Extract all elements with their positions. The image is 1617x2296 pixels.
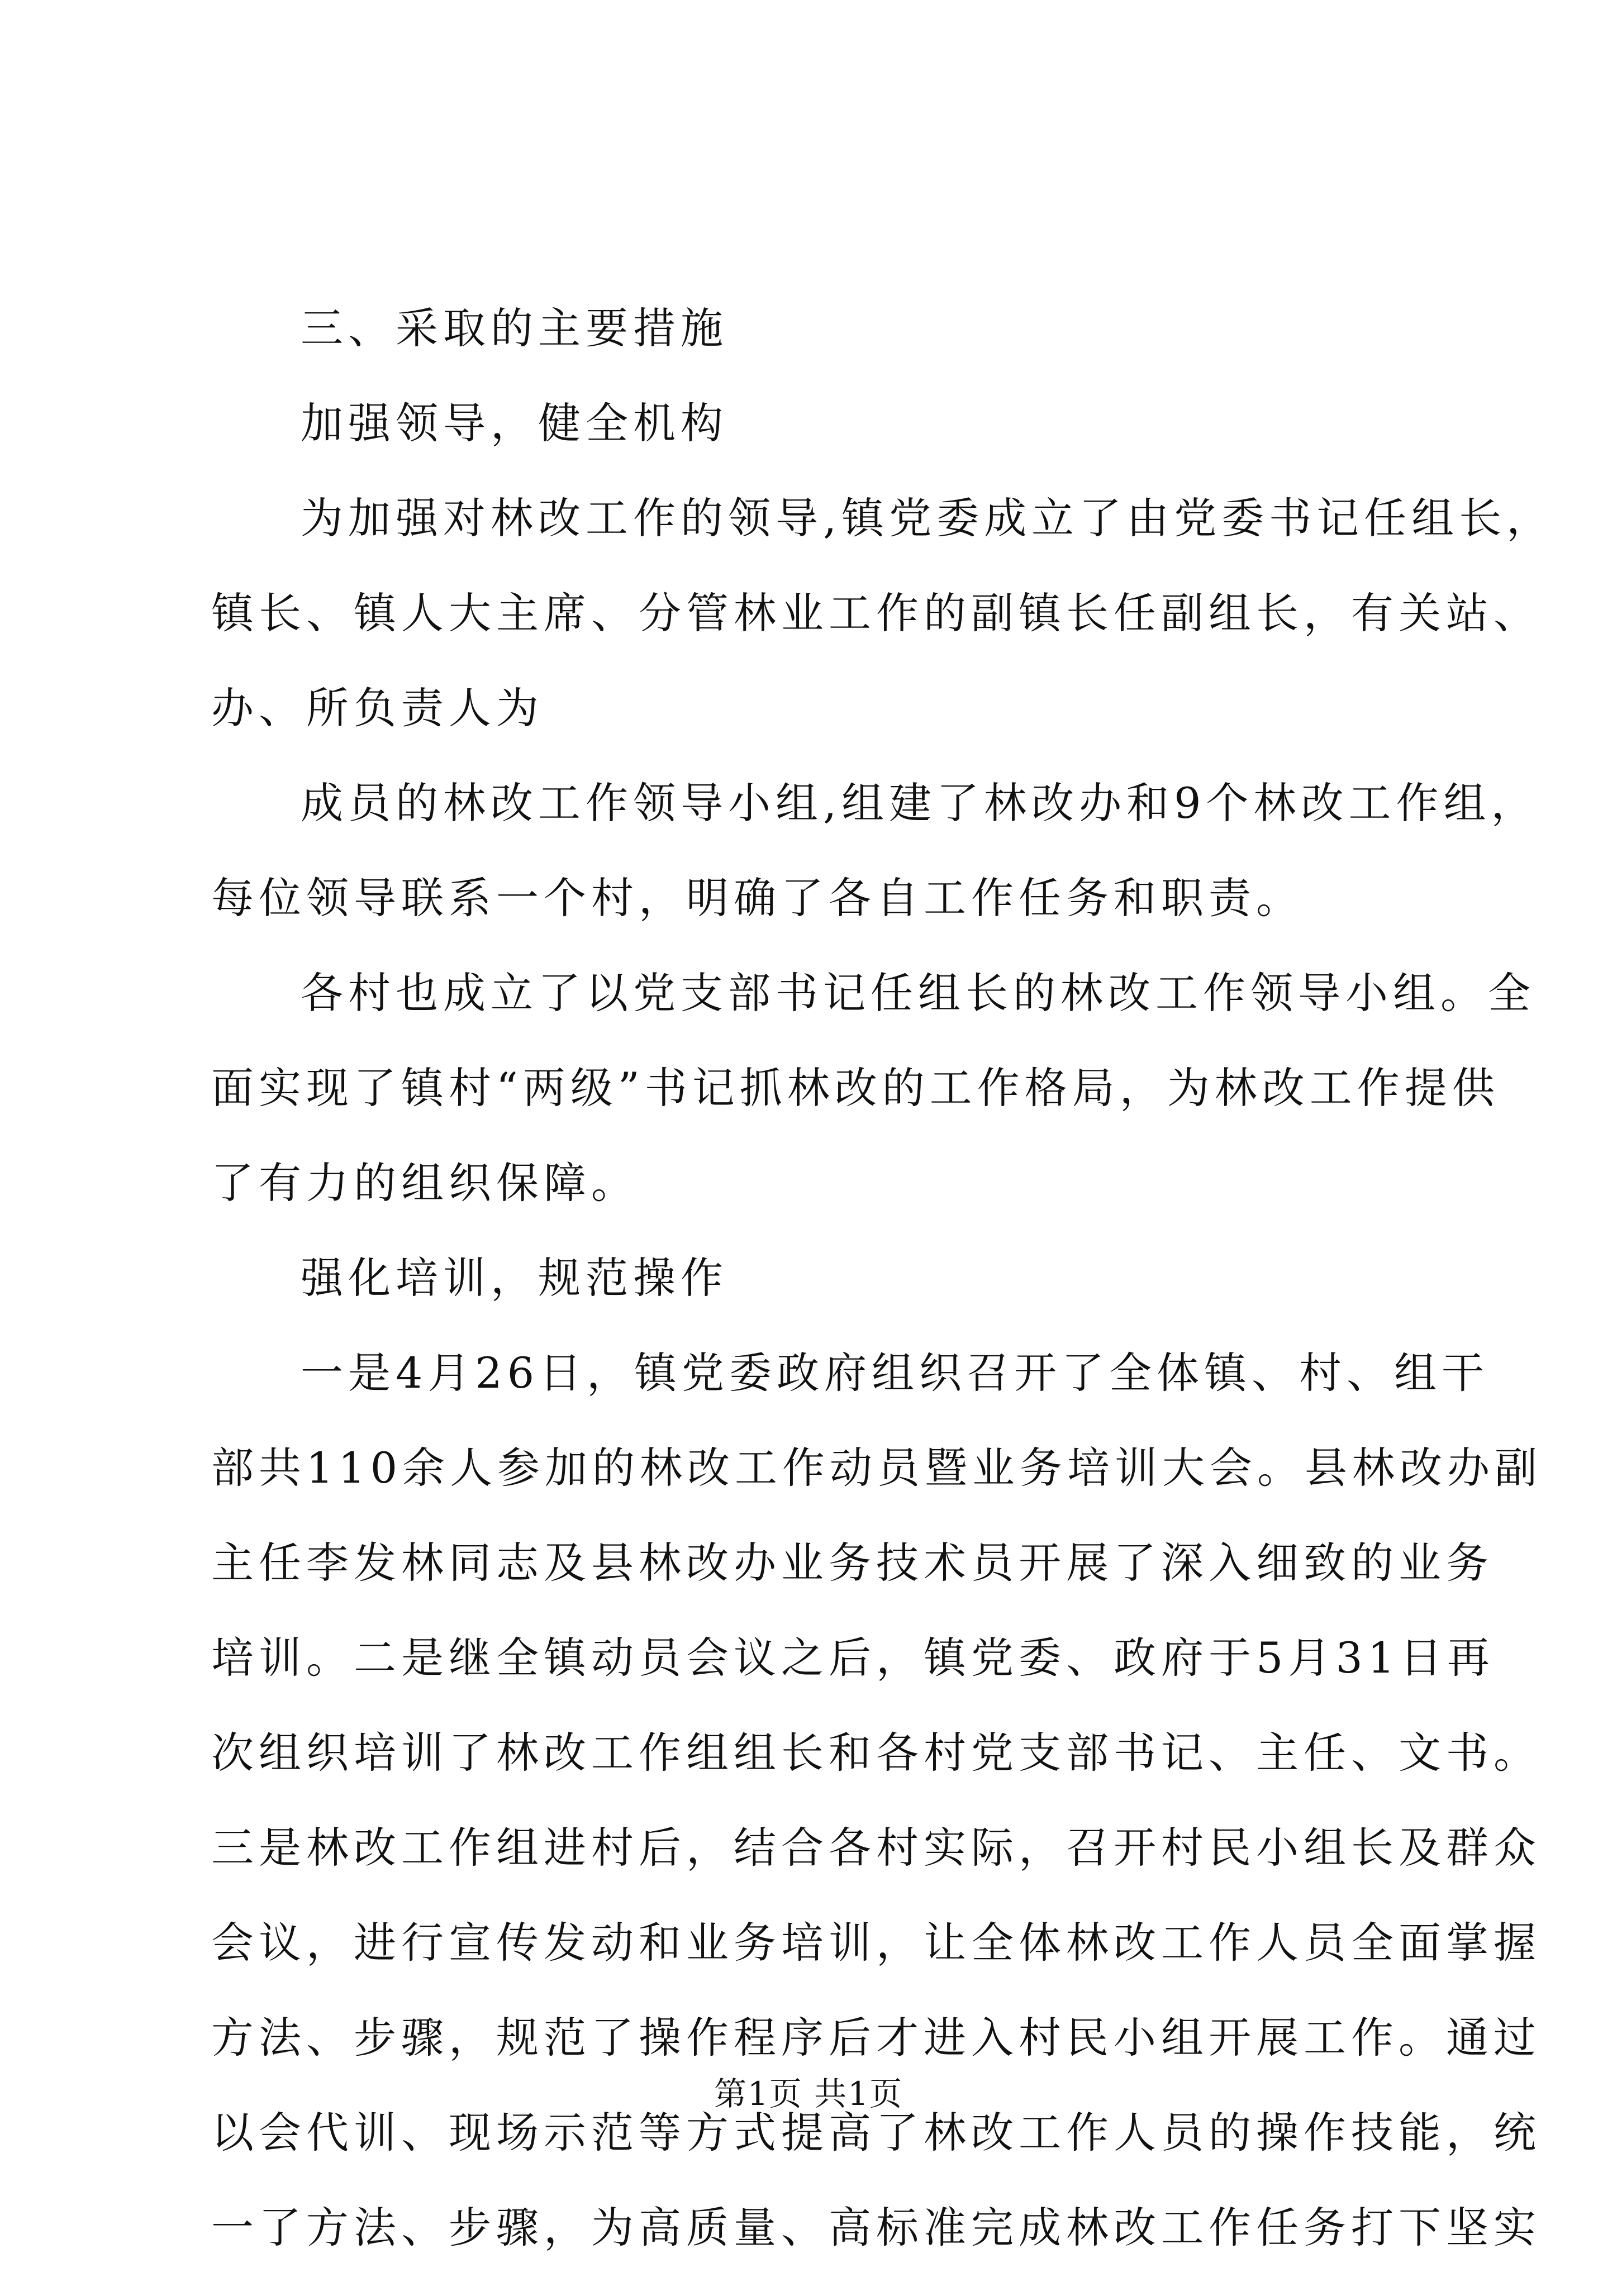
page-number-footer: 第1页 共1页 — [714, 2075, 903, 2113]
paragraph-line: 次组织培训了林改工作组组长和各村党支部书记、主任、文书。 — [211, 1728, 1541, 1778]
subheading-leadership: 加强领导，健全机构 — [301, 398, 728, 448]
paragraph-line: 培训。二是继全镇动员会议之后，镇党委、政府于5月31日再 — [211, 1633, 1495, 1683]
paragraph-line: 会议，进行宣传发动和业务培训，让全体林改工作人员全面掌握 — [211, 1918, 1541, 1968]
paragraph-line: 为加强对林改工作的领导,镇党委成立了由党委书记任组长， — [301, 493, 1554, 543]
paragraph-line: 三是林改工作组进村后，结合各村实际，召开村民小组长及群众 — [211, 1823, 1541, 1873]
paragraph-line: 部共110余人参加的林改工作动员暨业务培训大会。县林改办副 — [211, 1443, 1543, 1493]
paragraph-line: 镇长、镇人大主席、分管林业工作的副镇长任副组长，有关站、 — [211, 588, 1541, 638]
paragraph-line: 各村也成立了以党支部书记任组长的林改工作领导小组。全 — [301, 968, 1535, 1018]
paragraph-line: 成员的林改工作领导小组,组建了林改办和9个林改工作组， — [301, 778, 1539, 828]
paragraph-line: 每位领导联系一个村，明确了各自工作任务和职责。 — [211, 873, 1304, 923]
paragraph-line: 面实现了镇村“两级”书记抓林改的工作格局，为林改工作提供 — [211, 1063, 1500, 1113]
paragraph-line: 主任李发林同志及县林改办业务技术员开展了深入细致的业务 — [211, 1538, 1494, 1588]
paragraph-line: 以会代训、现场示范等方式提高了林改工作人员的操作技能，统 — [211, 2108, 1541, 2157]
paragraph-line: 办、所负责人为 — [211, 683, 544, 733]
paragraph-line: 方法、步骤，规范了操作程序后才进入村民小组开展工作。通过 — [211, 2013, 1541, 2062]
paragraph-line: 了有力的组织保障。 — [211, 1158, 639, 1208]
document-body — [211, 302, 1554, 2296]
paragraph-line: 一了方法、步骤，为高质量、高标准完成林改工作任务打下坚实 — [211, 2203, 1541, 2252]
paragraph-line: 一是4月26日，镇党委政府组织召开了全体镇、村、组干 — [301, 1348, 1490, 1398]
subheading-training: 强化培训，规范操作 — [301, 1253, 728, 1303]
section-heading: 三、采取的主要措施 — [301, 303, 728, 353]
